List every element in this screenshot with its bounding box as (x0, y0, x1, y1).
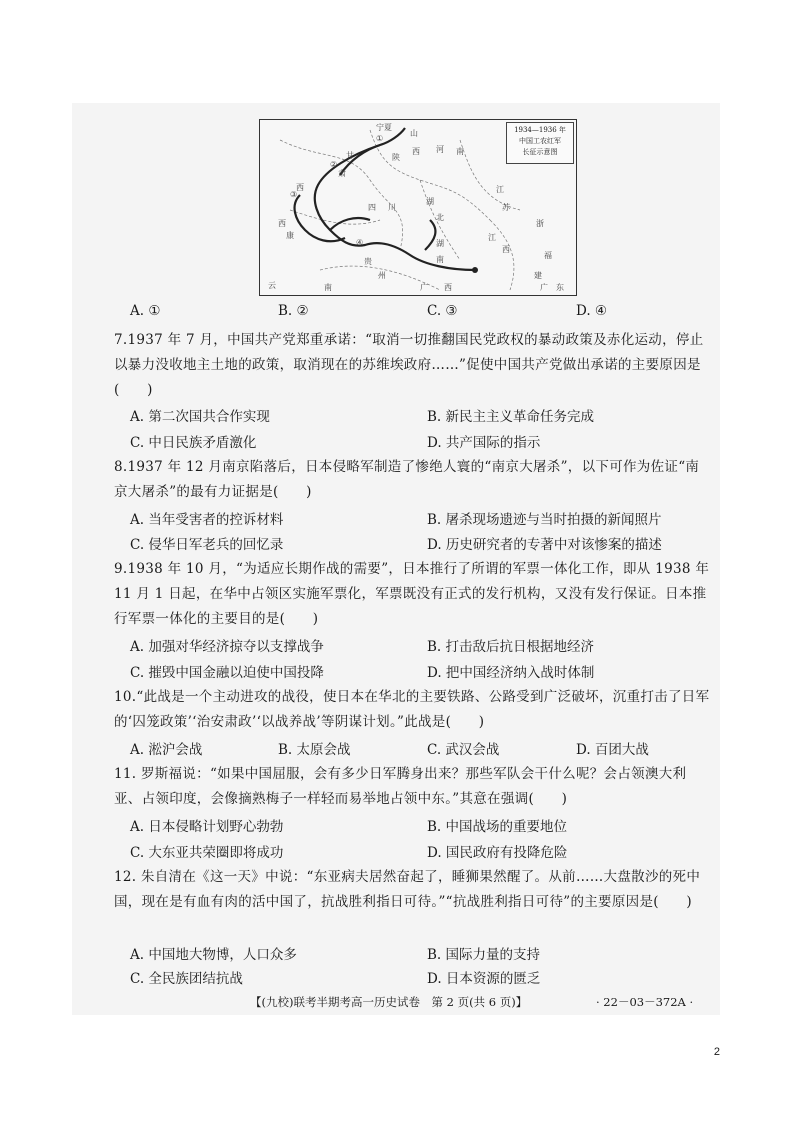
q12-option-a[interactable]: A. 中国地大物博，人口众多 (130, 947, 297, 963)
map-label: 康 (286, 231, 294, 240)
question-11-stem: 11. 罗斯福说：“如果中国屈服，会有多少日军腾身出来？那些军队会干什么呢？会占领澳大利亚、占领印度，会像摘熟梅子一样轻而易举地占领中东。”其意在强调( ) (114, 766, 687, 807)
map-label: 江 (488, 233, 496, 242)
q11-option-b[interactable]: B. 中国战场的重要地位 (427, 819, 568, 835)
map-label: 西 (412, 147, 420, 156)
page-number: 2 (713, 1046, 720, 1058)
footer-code: · 22－03－372A · (596, 995, 694, 1009)
map-label: 西 (296, 183, 304, 192)
q9-option-d[interactable]: D. 把中国经济纳入战时体制 (427, 665, 595, 681)
q8-option-a[interactable]: A. 当年受害者的控诉材料 (130, 512, 284, 528)
map-marker: ② (330, 160, 338, 169)
q6-option-b[interactable]: B. ② (278, 303, 309, 319)
map-label: 江 (496, 185, 504, 194)
map-label: 广 (540, 283, 548, 292)
legend-line: 1934—1936 年 (514, 126, 566, 134)
footer-title: 【(九校)联考半期考高一历史试卷 第 2 页(共 6 页)】 (250, 995, 528, 1009)
question-8-stem: 8.1937 年 12 月南京陷落后，日本侵略军制造了惨绝人寰的“南京大屠杀”，以下可作为佐证“南京大屠杀”的最有力证据是( ) (114, 459, 700, 500)
q7-option-c[interactable]: C. 中日民族矛盾激化 (130, 435, 257, 451)
map-label: 山 (410, 129, 418, 138)
map-label: 甘 (346, 151, 354, 160)
map-marker: ① (376, 134, 384, 143)
map-label: 肃 (338, 169, 346, 178)
q8-option-b[interactable]: B. 屠杀现场遗迹与当时拍摄的新闻照片 (427, 512, 662, 528)
q11-option-d[interactable]: D. 国民政府有投降危险 (427, 845, 568, 861)
map-label: 云 (268, 281, 276, 290)
map-label: 州 (378, 271, 386, 280)
map-label: 河 (436, 145, 444, 154)
map-marker: ④ (356, 238, 364, 247)
map-label: 湖 (436, 239, 444, 248)
map-label: 苏 (502, 203, 510, 212)
q7-option-b[interactable]: B. 新民主主义革命任务完成 (427, 409, 595, 425)
q12-option-c[interactable]: C. 全民族团结抗战 (130, 971, 243, 987)
q9-option-b[interactable]: B. 打击敌后抗日根据地经济 (427, 639, 595, 655)
q11-option-c[interactable]: C. 大东亚共荣圈即将成功 (130, 845, 284, 861)
legend-line: 长征示意图 (522, 148, 558, 156)
q8-option-d[interactable]: D. 历史研究者的专著中对该惨案的描述 (427, 537, 662, 553)
q6-option-d[interactable]: D. ④ (576, 303, 608, 319)
map-label: 湖 (426, 197, 434, 206)
map-marker: ③ (290, 190, 298, 199)
q7-option-a[interactable]: A. 第二次国共合作实现 (130, 409, 270, 425)
question-7-stem: 7.1937 年 7 月，中国共产党郑重承诺：“取消一切推翻国民党政权的暴动政策及赤化运动，停止以暴力没收地主土地的政策，取消现在的苏维埃政府……”促使中国共产党做出承诺的主要原因是( ) (114, 332, 704, 398)
question-12-stem: 12. 朱自清在《这一天》中说：“东亚病夫居然奋起了，睡狮果然醒了。从前……大盘散沙的死中国，现在是有血有肉的活中国了，抗战胜利指日可待。”“抗战胜利指日可待”的主要原因是( ) (114, 869, 701, 910)
q11-option-a[interactable]: A. 日本侵略计划野心勃勃 (130, 819, 284, 835)
long-march-map (259, 119, 577, 296)
q9-option-a[interactable]: A. 加强对华经济掠夺以支撑战争 (130, 639, 324, 655)
q6-option-a[interactable]: A. ① (130, 303, 161, 319)
q12-option-d[interactable]: D. 日本资源的匮乏 (427, 971, 541, 987)
map-label: 川 (388, 203, 396, 212)
map-label: 广 (420, 283, 428, 292)
q6-option-c[interactable]: C. ③ (427, 303, 458, 319)
map-label: 东 (556, 283, 564, 292)
q7-option-d[interactable]: D. 共产国际的指示 (427, 435, 541, 451)
map-legend (506, 122, 574, 164)
q10-option-b[interactable]: B. 太原会战 (278, 742, 351, 758)
q10-option-d[interactable]: D. 百团大战 (576, 742, 649, 758)
question-10-stem: 10.“此战是一个主动进攻的战役，使日本在华北的主要铁路、公路受到广泛破坏，沉重打击了日军的‘囚笼政策’‘治安肃政’‘以战养战’等阴谋计划。”此战是( ) (114, 689, 710, 730)
map-label: 南 (436, 255, 444, 264)
q9-option-c[interactable]: C. 摧毁中国金融以迫使中国投降 (130, 665, 324, 681)
map-label: 宁夏 (376, 123, 392, 132)
map-label: 贵 (364, 257, 372, 266)
map-label: 南 (456, 147, 464, 156)
q8-option-c[interactable]: C. 侵华日军老兵的回忆录 (130, 537, 284, 553)
map-label: 陕 (392, 153, 400, 162)
map-label: 建 (534, 271, 542, 280)
map-label: 福 (544, 251, 552, 260)
map-label: 北 (436, 213, 444, 222)
q12-option-b[interactable]: B. 国际力量的支持 (427, 947, 541, 963)
map-label: 南 (324, 283, 332, 292)
map-label: 西 (502, 245, 510, 254)
q10-option-a[interactable]: A. 淞沪会战 (130, 742, 203, 758)
map-label: 西 (278, 219, 286, 228)
map-label: 西 (444, 283, 452, 292)
legend-line: 中国工农红军 (519, 137, 561, 145)
map-label: 浙 (536, 219, 544, 228)
map-label: 四 (368, 203, 376, 212)
q10-option-c[interactable]: C. 武汉会战 (427, 742, 500, 758)
question-9-stem: 9.1938 年 10 月，“为适应长期作战的需要”，日本推行了所谓的军票一体化工作，即从 1938 年 11 月 1 日起，在华中占领区实施军票化，军票既没有正式的发行机构，又没有发行保证。日本推行军票一体化的主要目的是( ) (114, 561, 710, 627)
